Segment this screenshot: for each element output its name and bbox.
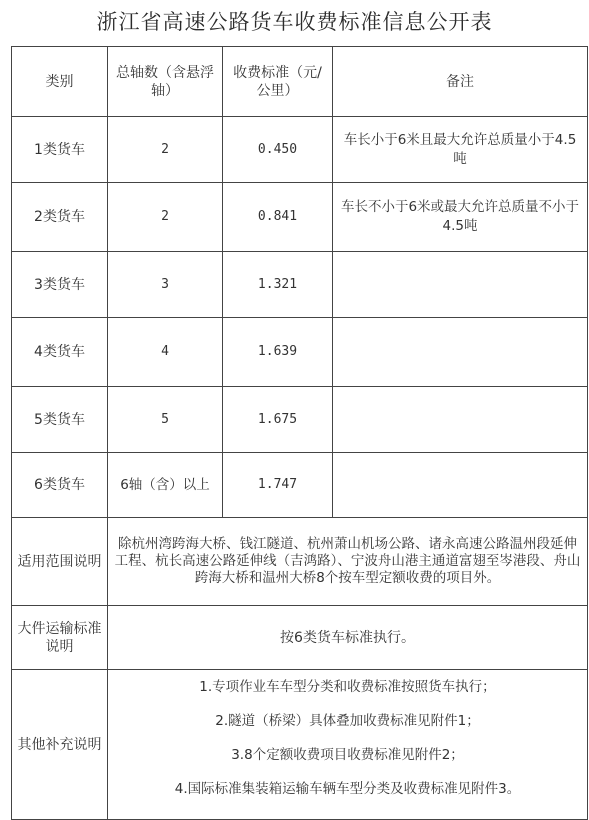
extra-row xyxy=(12,670,588,820)
row-rate: 0.841 xyxy=(223,183,333,252)
header-note: 备注 xyxy=(333,47,588,117)
row-note xyxy=(333,252,588,318)
page-title: 浙江省高速公路货车收费标准信息公开表 xyxy=(96,10,493,34)
table-row xyxy=(12,318,588,387)
scope-row xyxy=(12,518,588,606)
row-axles: 5 xyxy=(108,387,223,453)
row-category: 1类货车 xyxy=(12,117,108,183)
row-note xyxy=(333,318,588,387)
row-axles: 2 xyxy=(108,117,223,183)
header-rate: 收费标准（元/公里） xyxy=(223,47,333,117)
header-row xyxy=(12,47,588,117)
row-axles: 3 xyxy=(108,252,223,318)
extra-label: 其他补充说明 xyxy=(12,670,108,820)
extra-item: 3.8个定额收费项目收费标准见附件2； xyxy=(231,747,464,763)
row-note: 车长小于6米且最大允许总质量小于4.5吨 xyxy=(333,117,588,183)
row-note xyxy=(333,387,588,453)
row-category: 4类货车 xyxy=(12,318,108,387)
bulk-row xyxy=(12,606,588,670)
row-category: 2类货车 xyxy=(12,183,108,252)
toll-table xyxy=(11,46,588,820)
bulk-label: 大件运输标准说明 xyxy=(12,606,108,670)
header-category: 类别 xyxy=(12,47,108,117)
row-category: 5类货车 xyxy=(12,387,108,453)
row-rate: 1.675 xyxy=(223,387,333,453)
row-category: 6类货车 xyxy=(12,453,108,518)
table-row xyxy=(12,252,588,318)
table-row xyxy=(12,453,588,518)
table-row xyxy=(12,183,588,252)
row-note: 车长不小于6米或最大允许总质量不小于4.5吨 xyxy=(333,183,588,252)
extra-item: 4.国际标准集装箱运输车辆车型分类及收费标准见附件3。 xyxy=(174,781,521,797)
extra-item: 2.隧道（桥梁）具体叠加收费标准见附件1； xyxy=(215,713,480,729)
scope-label: 适用范围说明 xyxy=(12,518,108,606)
scope-text: 除杭州湾跨海大桥、钱江隧道、杭州萧山机场公路、诸永高速公路温州段延伸工程、杭长高速公路延伸线（吉鸿路）、宁波舟山港主通道富翅至岑港段、舟山跨海大桥和温州大桥8个按车型定额收费的项目外。 xyxy=(108,518,588,606)
row-rate: 0.450 xyxy=(223,117,333,183)
table-row xyxy=(12,387,588,453)
row-rate: 1.747 xyxy=(223,453,333,518)
row-axles: 6轴（含）以上 xyxy=(108,453,223,518)
extra-item: 1.专项作业车车型分类和收费标准按照货车执行； xyxy=(199,679,496,695)
row-rate: 1.639 xyxy=(223,318,333,387)
row-note xyxy=(333,453,588,518)
extra-items xyxy=(108,670,588,820)
table-row xyxy=(12,117,588,183)
row-axles: 4 xyxy=(108,318,223,387)
row-category: 3类货车 xyxy=(12,252,108,318)
header-axles: 总轴数（含悬浮轴） xyxy=(108,47,223,117)
row-axles: 2 xyxy=(108,183,223,252)
row-rate: 1.321 xyxy=(223,252,333,318)
bulk-text: 按6类货车标准执行。 xyxy=(108,606,588,670)
